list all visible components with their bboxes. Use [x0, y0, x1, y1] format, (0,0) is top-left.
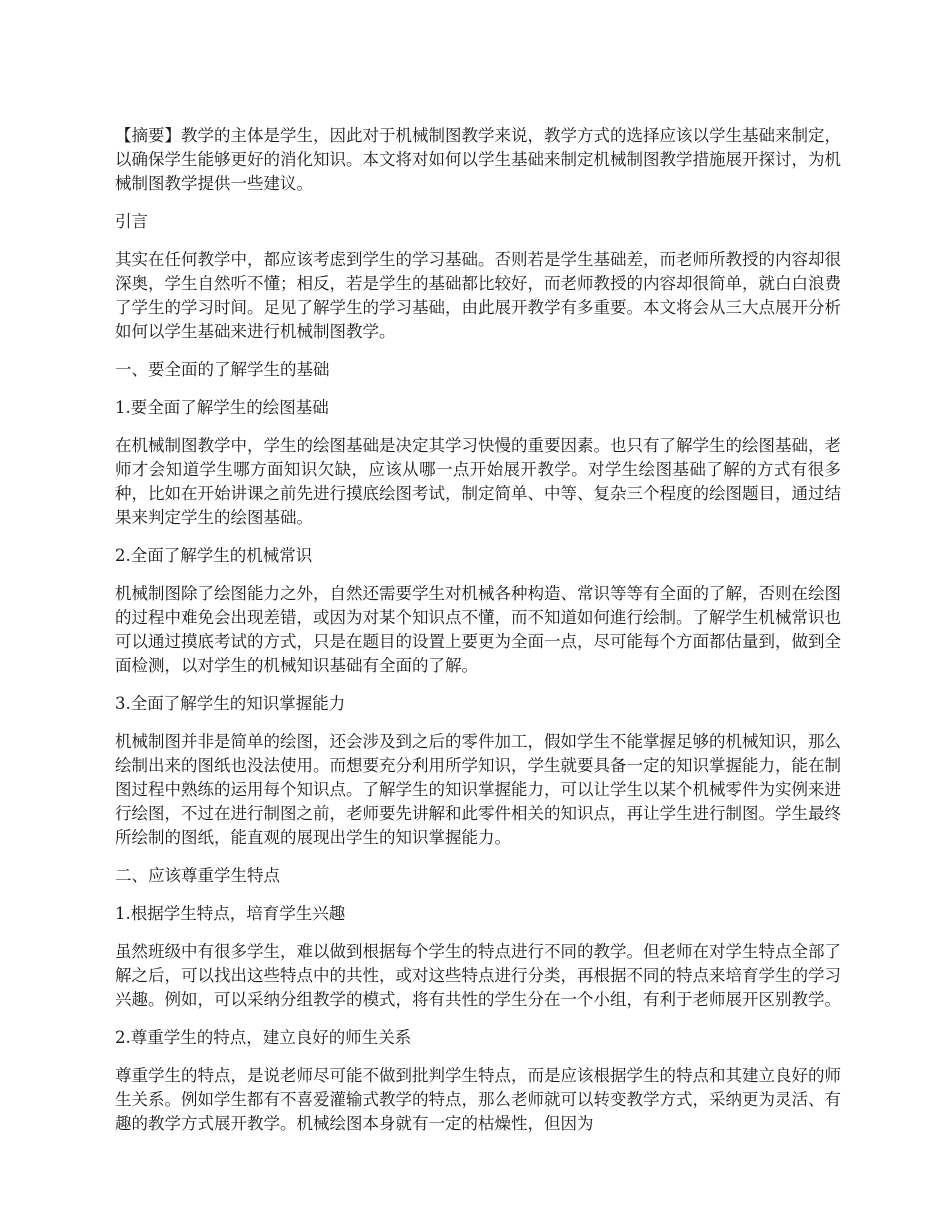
subsection-heading-1-1: 1.要全面了解学生的绘图基础	[115, 398, 329, 417]
document-page	[115, 124, 841, 1150]
section-heading-1: 一、要全面的了解学生的基础	[115, 360, 330, 379]
body-paragraph: 其实在任何教学中，都应该考虑到学生的学习基础。否则若是学生基础差，而老师所教授的内容却很深奥，学生自然听不懂；相反，若是学生的基础都比较好，而老师教授的内容却很简单，就白白浪费了学生的学习时间。足见了解学生的学习基础，由此展开教学有多重要。本文将会从三大点展开分析如何以学生基础来进行机械制图教学。	[115, 250, 841, 341]
body-paragraph: 尊重学生的特点，是说老师尽可能不做到批判学生特点，而是应该根据学生的特点和其建立良好的师生关系。例如学生都有不喜爱灌输式教学的特点，那么老师就可以转变教学方式，采纳更为灵活、有趣的教学方式展开教学。机械绘图本身就有一定的枯燥性，但因为	[115, 1066, 841, 1133]
body-paragraph: 虽然班级中有很多学生，难以做到根据每个学生的特点进行不同的教学。但老师在对学生特点全部了解之后，可以找出这些特点中的共性，或对这些特点进行分类，再根据不同的特点来培育学生的学习兴趣。例如，可以采纳分组教学的模式，将有共性的学生分在一个小组，有利于老师展开区别教学。	[115, 942, 841, 1009]
abstract-paragraph: 【摘要】教学的主体是学生，因此对于机械制图教学来说，教学方式的选择应该以学生基础来制定，以确保学生能够更好的消化知识。本文将对如何以学生基础来制定机械制图教学措施展开探讨，为机械制图教学提供一些建议。	[115, 126, 841, 193]
subsection-heading-1-3: 3.全面了解学生的知识掌握能力	[115, 694, 346, 713]
body-paragraph: 在机械制图教学中，学生的绘图基础是决定其学习快慢的重要因素。也只有了解学生的绘图基础，老师才会知道学生哪方面知识欠缺，应该从哪一点开始展开教学。对学生绘图基础了解的方式有很多种，比如在开始讲课之前先进行摸底绘图考试，制定简单、中等、复杂三个程度的绘图题目，通过结果来判定学生的绘图基础。	[115, 436, 841, 527]
section-heading-introduction: 引言	[115, 212, 148, 231]
subsection-heading-2-2: 2.尊重学生的特点，建立良好的师生关系	[115, 1028, 412, 1047]
body-paragraph: 机械制图并非是简单的绘图，还会涉及到之后的零件加工，假如学生不能掌握足够的机械知识，那么绘制出来的图纸也没法使用。而想要充分利用所学知识，学生就要具备一定的知识掌握能力，能在制图过程中熟练的运用每个知识点。了解学生的知识掌握能力，可以让学生以某个机械零件为实例来进行绘图，不过在进行制图之前，老师要先讲解和此零件相关的知识点，再让学生进行制图。学生最终所绘制的图纸，能直观的展现出学生的知识掌握能力。	[115, 732, 841, 847]
subsection-heading-2-1: 1.根据学生特点，培育学生兴趣	[115, 904, 346, 923]
section-heading-2: 二、应该尊重学生特点	[115, 866, 280, 885]
body-paragraph: 机械制图除了绘图能力之外，自然还需要学生对机械各种构造、常识等等有全面的了解，否则在绘图的过程中难免会出现差错，或因为对某个知识点不懂，而不知道如何進行绘制。了解学生机械常识也可以通过摸底考试的方式，只是在题目的设置上要更为全面一点，尽可能每个方面都估量到，做到全面检测，以对学生的机械知识基础有全面的了解。	[115, 584, 841, 675]
subsection-heading-1-2: 2.全面了解学生的机械常识	[115, 546, 313, 565]
